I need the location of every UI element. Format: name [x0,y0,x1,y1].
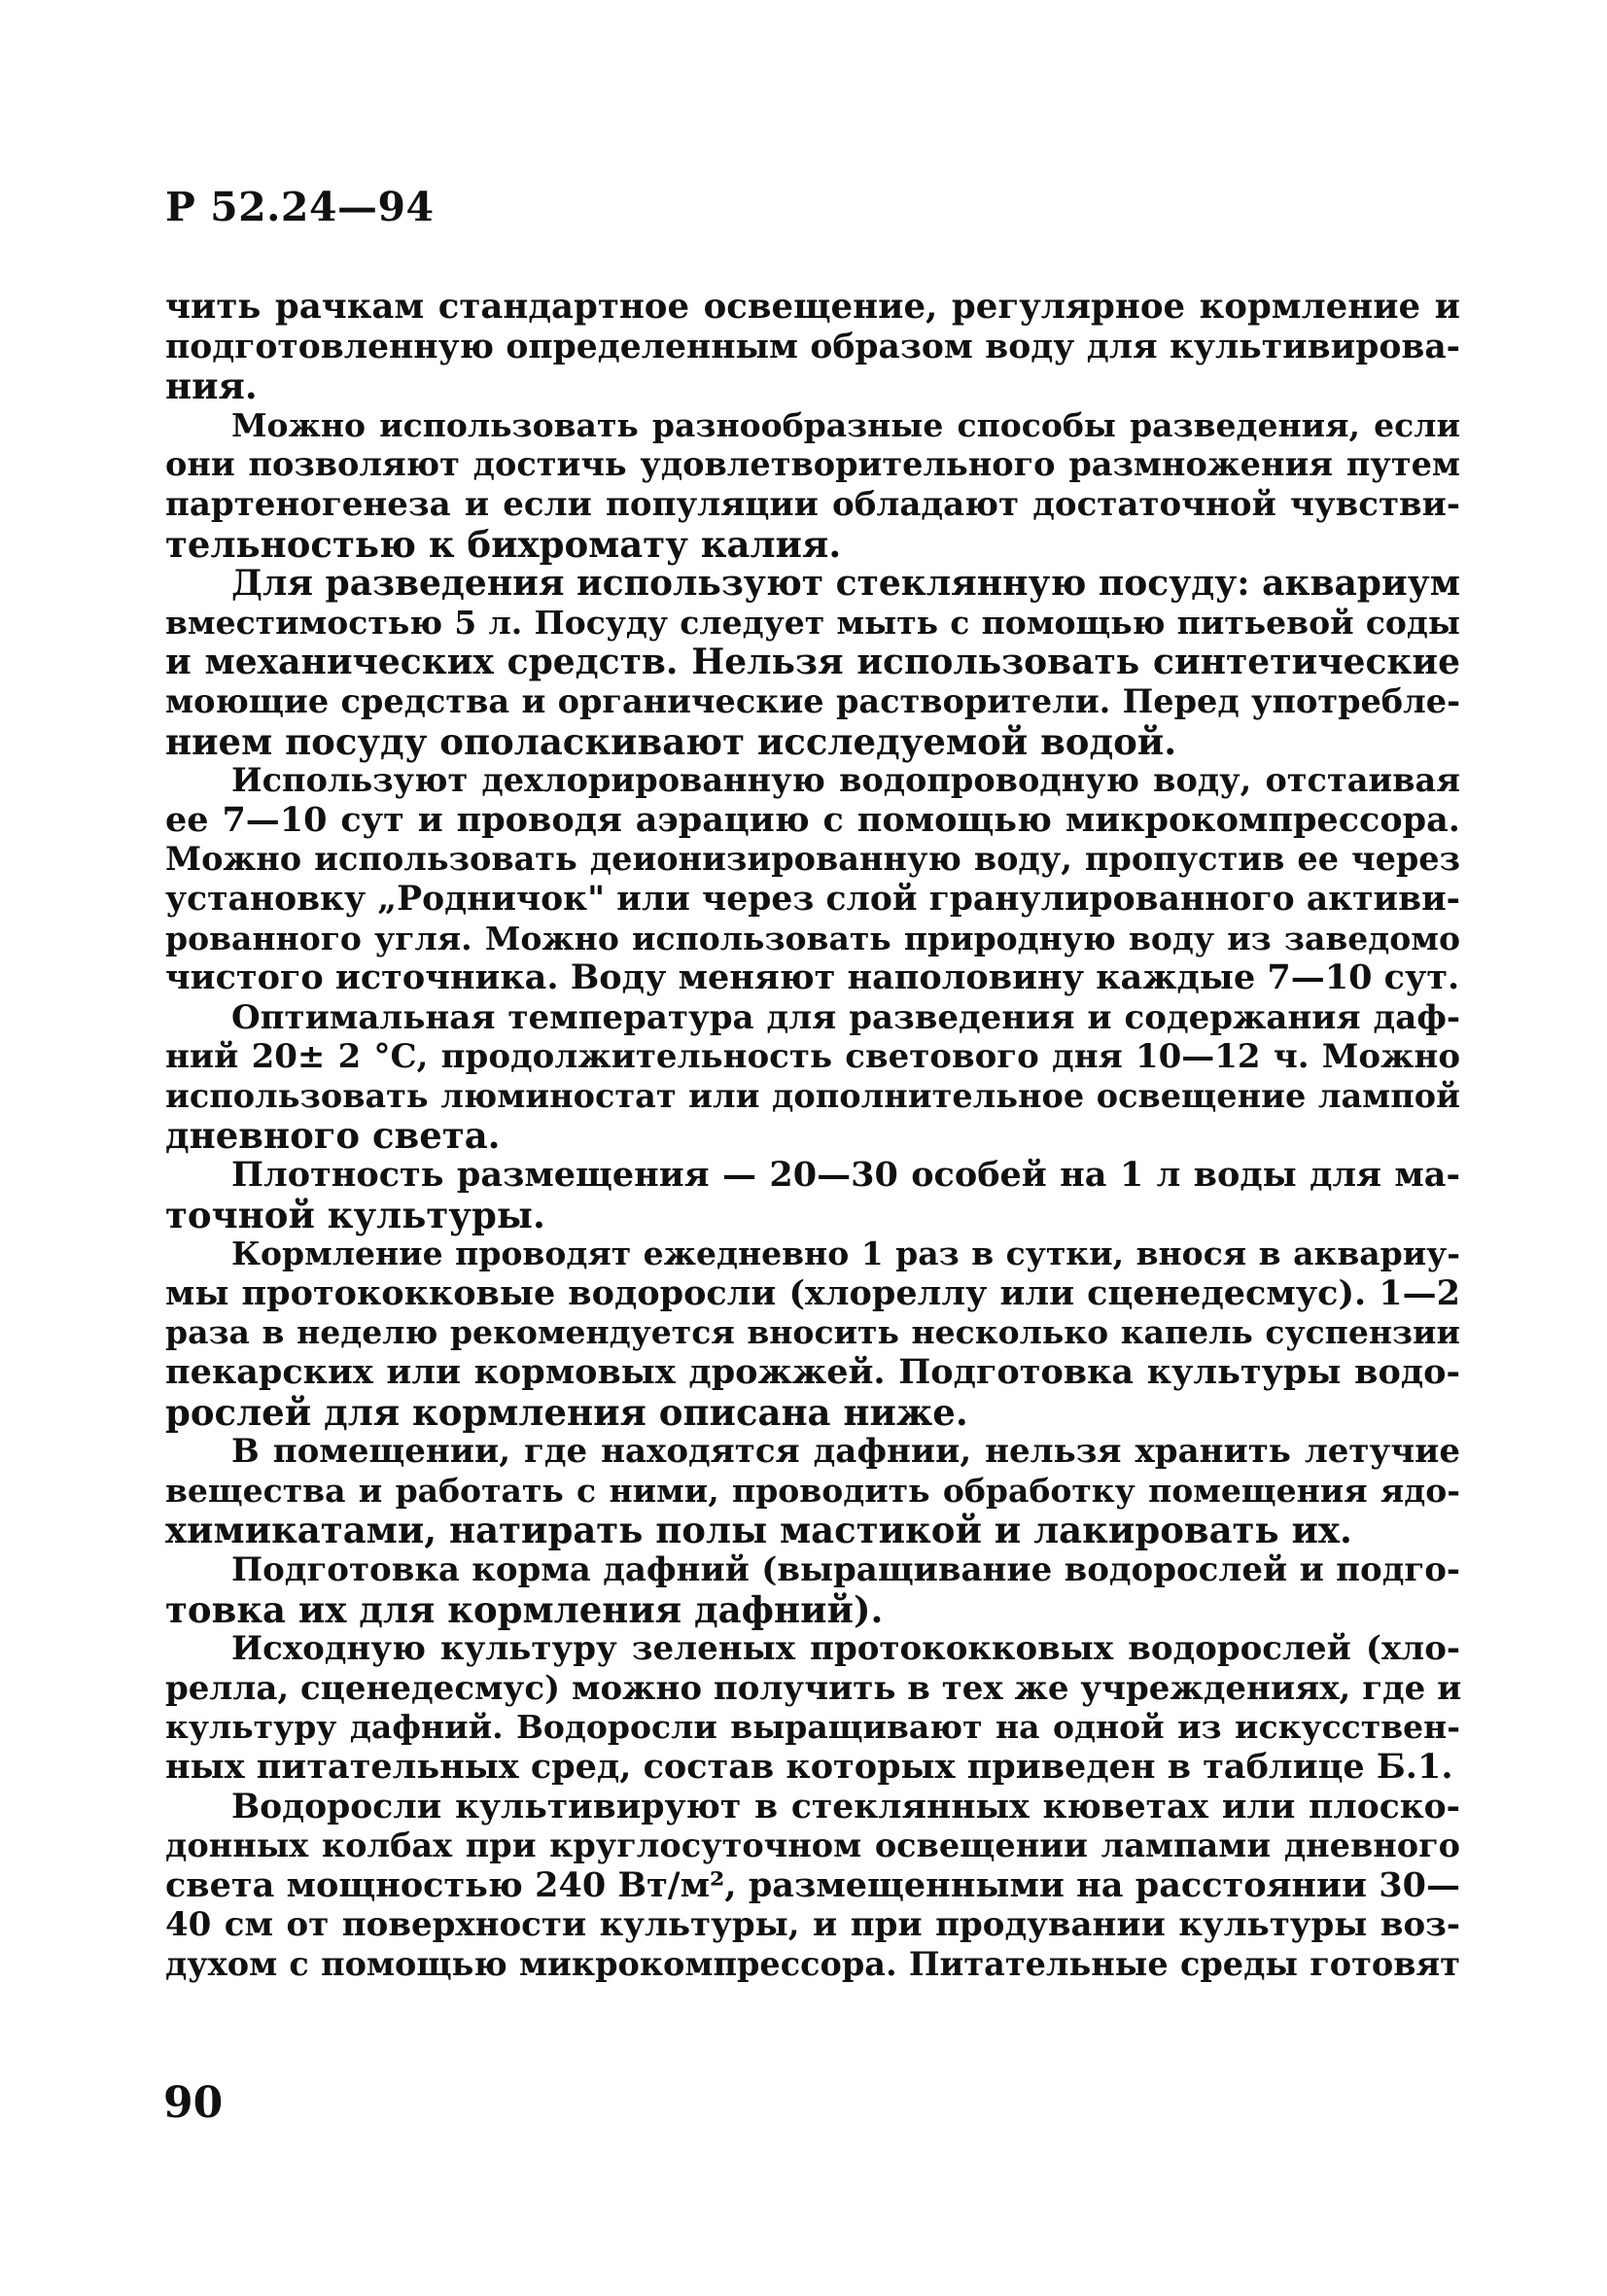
text-line: Кормление проводят ежедневно 1 раз в сутки, внося в аквариу- [231,1235,1460,1273]
text-line: донных колбах при круглосуточном освещении лампами дневного [165,1826,1460,1865]
text-line: химикатами, натирать полы мастикой и лакировать их. [165,1509,1352,1552]
text-line: точной культуры. [165,1193,545,1236]
text-line: рослей для кормления описана ниже. [165,1390,968,1434]
document-code-header: Р 52.24—94 [165,184,435,230]
text-line: и механических средств. Нельзя использовать синтетические [165,642,1460,683]
page-number: 90 [163,2078,224,2128]
text-line: Можно использовать деионизированную воду, пропустив ее через [165,840,1460,879]
text-line: Водоросли культивируют в стеклянных кюветах или плоско- [231,1787,1460,1826]
text-line: 40 см от поверхности культуры, и при продувании культуры воз- [165,1905,1460,1945]
text-line: они позволяют достичь удовлетворительного размножения путем [165,445,1460,484]
text-line: света мощностью 240 Вт/м², размещенными на расстоянии 30— [165,1864,1460,1905]
text-line: В помещении, где находятся дафнии, нельзя хранить летучие [231,1432,1460,1472]
text-line: Для разведения используют стеклянную посуду: аквариум [231,563,1460,605]
text-line: чистого источника. Воду меняют наполовину каждые 7—10 сут. [165,957,1460,998]
text-line: релла, сценедесмус) можно получить в тех же учреждениях, где и [165,1668,1462,1708]
text-line: мы протококковые водоросли (хлореллу или сценедесмус). 1—2 [165,1272,1460,1313]
text-line: ния. [165,365,258,408]
text-line: вещества и работать с ними, проводить обработку помещения ядо- [165,1471,1460,1510]
text-line: духом с помощью микрокомпрессора. Питательные среды готовят [165,1944,1460,1983]
text-line: Используют дехлорированную водопроводную воду, отстаивая [231,761,1460,800]
text-line: нием посуду ополаскивают исследуемой водой. [165,719,1177,763]
text-line: рованного угля. Можно использовать природную воду из заведомо [165,919,1460,957]
text-line: Подготовка корма дафний (выращивание водорослей и подго- [231,1550,1460,1589]
text-line: товка их для кормления дафний). [165,1587,884,1631]
text-line: чить рачкам стандартное освещение, регулярное кормление и [165,287,1460,327]
text-line: ных питательных сред, состав которых приведен в таблице Б.1. [165,1746,1453,1787]
text-line: ний 20± 2 °С, продолжительность светового дня 10—12 ч. Можно [165,1037,1460,1077]
body-text [165,288,1460,1985]
text-line: подготовленную определенным образом воду для культивирова- [165,327,1460,366]
text-line: моющие средства и органические растворители. Перед употребле- [165,681,1460,720]
text-line: использовать люминостат или дополнительное освещение лампой [165,1076,1460,1115]
text-line: Оптимальная температура для разведения и содержания даф- [231,997,1460,1037]
text-line: партеногенеза и если популяции обладают достаточной чувстви- [165,484,1460,524]
text-line: ее 7—10 сут и проводя аэрацию с помощью микрокомпрессора. [165,799,1460,840]
text-line: вместимостью 5 л. Посуду следует мыть с помощью питьевой соды [165,603,1460,642]
text-line: тельностью к бихромату калия. [165,522,842,566]
text-line: дневного света. [165,1114,501,1158]
text-line: пекарских или кормовых дрожжей. Подготовка культуры водо- [165,1352,1460,1393]
text-line: раза в неделю рекомендуется вносить несколько капель суспензии [165,1313,1460,1352]
text-line: Можно использовать разнообразные способы разведения, если [231,405,1460,444]
text-line: установку „Родничок" или через слой гранулированного активи- [165,879,1460,919]
text-line: Исходную культуру зеленых протококковых водорослей (хло- [231,1629,1460,1669]
text-line: культуру дафний. Водоросли выращивают на одной из искусствен- [165,1708,1460,1747]
text-line: Плотность размещения — 20—30 особей на 1 л воды для ма- [231,1155,1460,1196]
